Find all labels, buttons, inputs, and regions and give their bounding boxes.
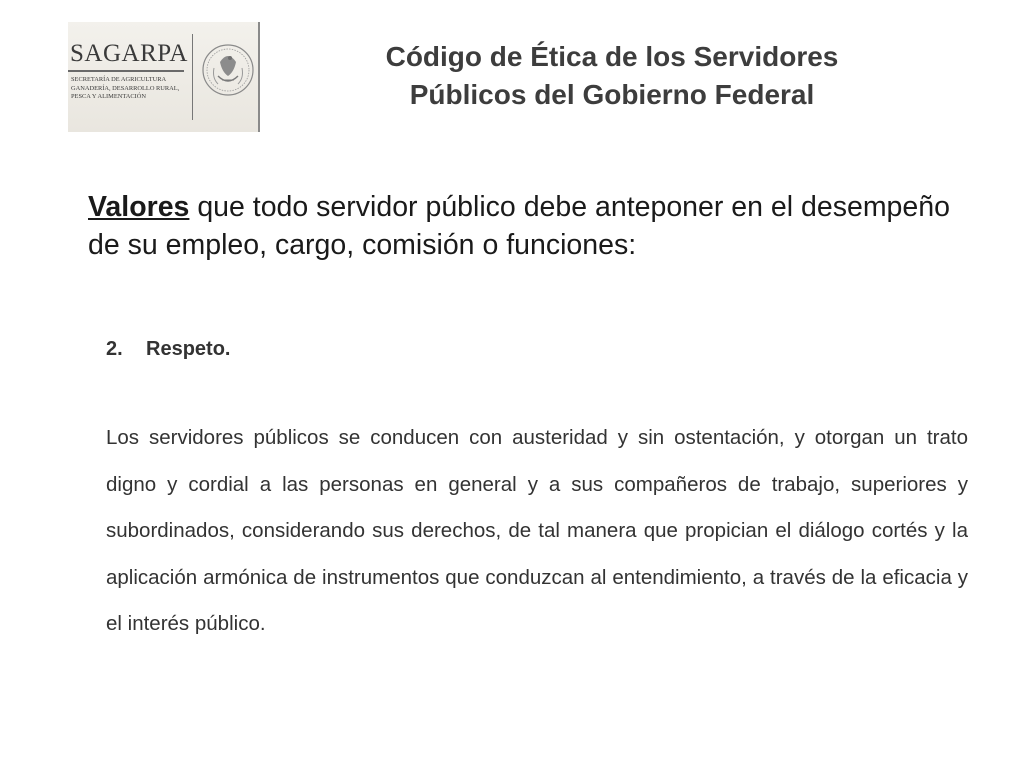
page-title	[300, 38, 924, 114]
logo-subtitle-line-1: SECRETARÍA DE AGRICULTURA	[71, 76, 167, 83]
mexican-coat-of-arms-icon	[200, 32, 256, 118]
logo-wordmark: SAGARPA	[70, 40, 188, 67]
intro-rest: que todo servidor público debe anteponer en el desempeño de su empleo, cargo, comisión o funciones:	[88, 191, 950, 261]
item-title: Respeto.	[146, 338, 231, 360]
intro-statement	[88, 188, 968, 264]
logo-text-block	[68, 40, 186, 102]
item-heading	[106, 335, 230, 363]
logo-divider	[192, 34, 193, 120]
logo-rule	[68, 70, 184, 72]
page-title-line-1: Código de Ética de los Servidores	[385, 41, 839, 72]
item-description: Los servidores públicos se conducen con austeridad y sin ostentación, y otorgan un trato digno y cordial a las personas en general y a sus compañeros de trabajo, superiores y subordinados, considerando sus derechos, de tal manera que propician el diálogo cortés y la aplicación armónica de instrumentos que conduzcan al entendimiento, a través de la eficacia y el interés público.	[106, 426, 968, 635]
logo-subtitle-line-2: GANADERÍA, DESARROLLO RURAL,	[71, 84, 180, 92]
item-number: 2.	[106, 338, 123, 360]
logo-subtitle-line-3: PESCA Y ALIMENTACIÓN	[71, 93, 146, 100]
intro-keyword: Valores	[88, 191, 190, 223]
sagarpa-logo	[68, 22, 260, 132]
page-title-line-2: Públicos del Gobierno Federal	[409, 79, 815, 110]
